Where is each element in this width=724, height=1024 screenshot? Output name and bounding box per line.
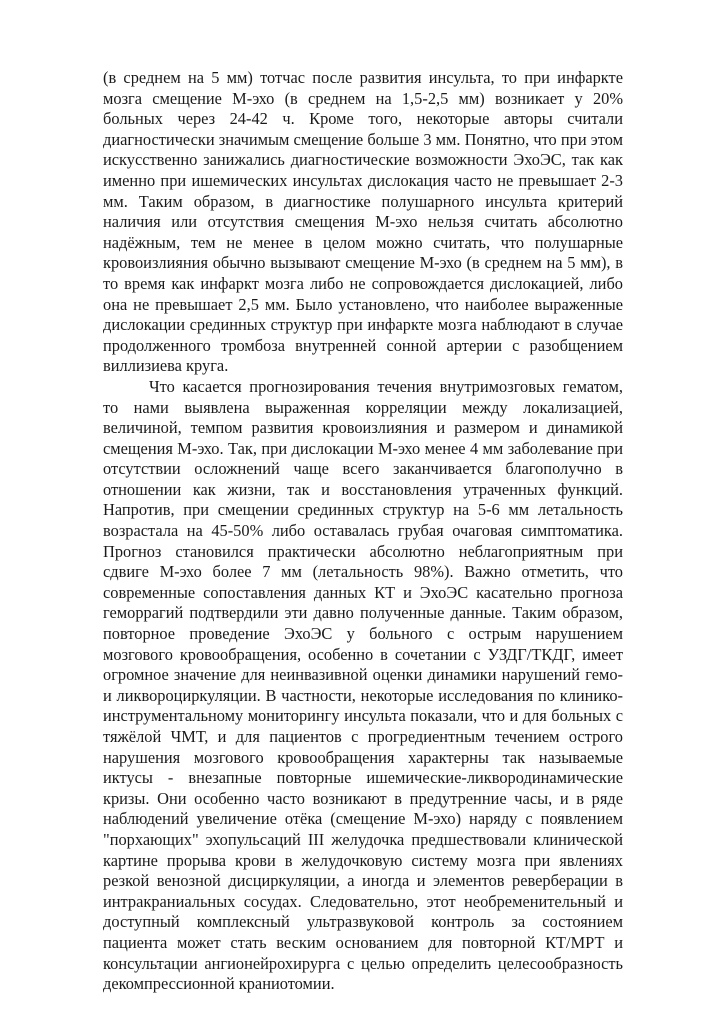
paragraph-2: Что касается прогнозирования течения внутримозговых гематом, то нами выявлена выраженная корреляции между локализацией, величиной, темпом развития кровоизлияния и размером и динамикой смещения М-эхо. Так, при дислокации М-эхо менее 4 мм заболевание при отсутствии осложнений чаще всего заканчивается благополучно в отношении как жизни, так и восстановления утраченных функций. Напротив, при смещении срединных структур на 5-6 мм летальность возрастала на 45-50% либо оставалась грубая очаговая симптоматика. Прогноз становился практически абсолютно неблагоприятным при сдвиге М-эхо более 7 мм (летальность 98%). Важно отметить, что современные сопоставления данных КТ и ЭхоЭС касательно прогноза геморрагий подтвердили эти давно полученные данные. Таким образом, повторное проведение ЭхоЭС у больного с острым нарушением мозгового кровообращения, особенно в сочетании с УЗДГ/ТКДГ, имеет огромное значение для неинвазивной оценки динамики нарушений гемо- и ликвороциркуляции. В частности, некоторые исследования по клинико-инструментальному мониторингу инсульта показали, что и для больных с тяжёлой ЧМТ, и для пациентов с прогредиентным течением острого нарушения мозгового кровообращения характерны так называемые иктусы - внезапные повторные ишемические-ликвородинамические кризы. Они особенно часто возникают в предутренние часы, и в ряде наблюдений увеличение отёка (смещение М-эхо) наряду с появлением "порхающих" эхопульсаций III желудочка предшествовали клинической картине прорыва крови в желудочковую систему мозга при явлениях резкой венозной дисциркуляции, а иногда и элементов реверберации в интракраниальных сосудах. Следовательно, этот необременительный и доступный комплексный ультразвуковой контроль за состоянием пациента может стать веским основанием для повторной КТ/МРТ и консультации ангионейрохирурга с целью определить целесообразность декомпрессионной краниотомии. [103, 376, 623, 994]
paragraph-1: (в среднем на 5 мм) тотчас после развития инсульта, то при инфаркте мозга смещение М-эхо (в среднем на 1,5-2,5 мм) возникает у 20% больных через 24-42 ч. Кроме того, некоторые авторы считали диагностически значимым смещение больше 3 мм. Понятно, что при этом искусственно занижались диагностические возможности ЭхоЭС, так как именно при ишемических инсультах дислокация часто не превышает 2-3 мм. Таким образом, в диагностике полушарного инсульта критерий наличия или отсутствия смещения М-эхо нельзя считать абсолютно надёжным, тем не менее в целом можно считать, что полушарные кровоизлияния обычно вызывают смещение М-эхо (в среднем на 5 мм), в то время как инфаркт мозга либо не сопровождается дислокацией, либо она не превышает 2,5 мм. Было установлено, что наиболее выраженные дислокации срединных структур при инфаркте мозга наблюдают в случае продолженного тромбоза внутренней сонной артерии с разобщением виллизиева круга. [103, 68, 623, 376]
document-page [103, 68, 623, 995]
